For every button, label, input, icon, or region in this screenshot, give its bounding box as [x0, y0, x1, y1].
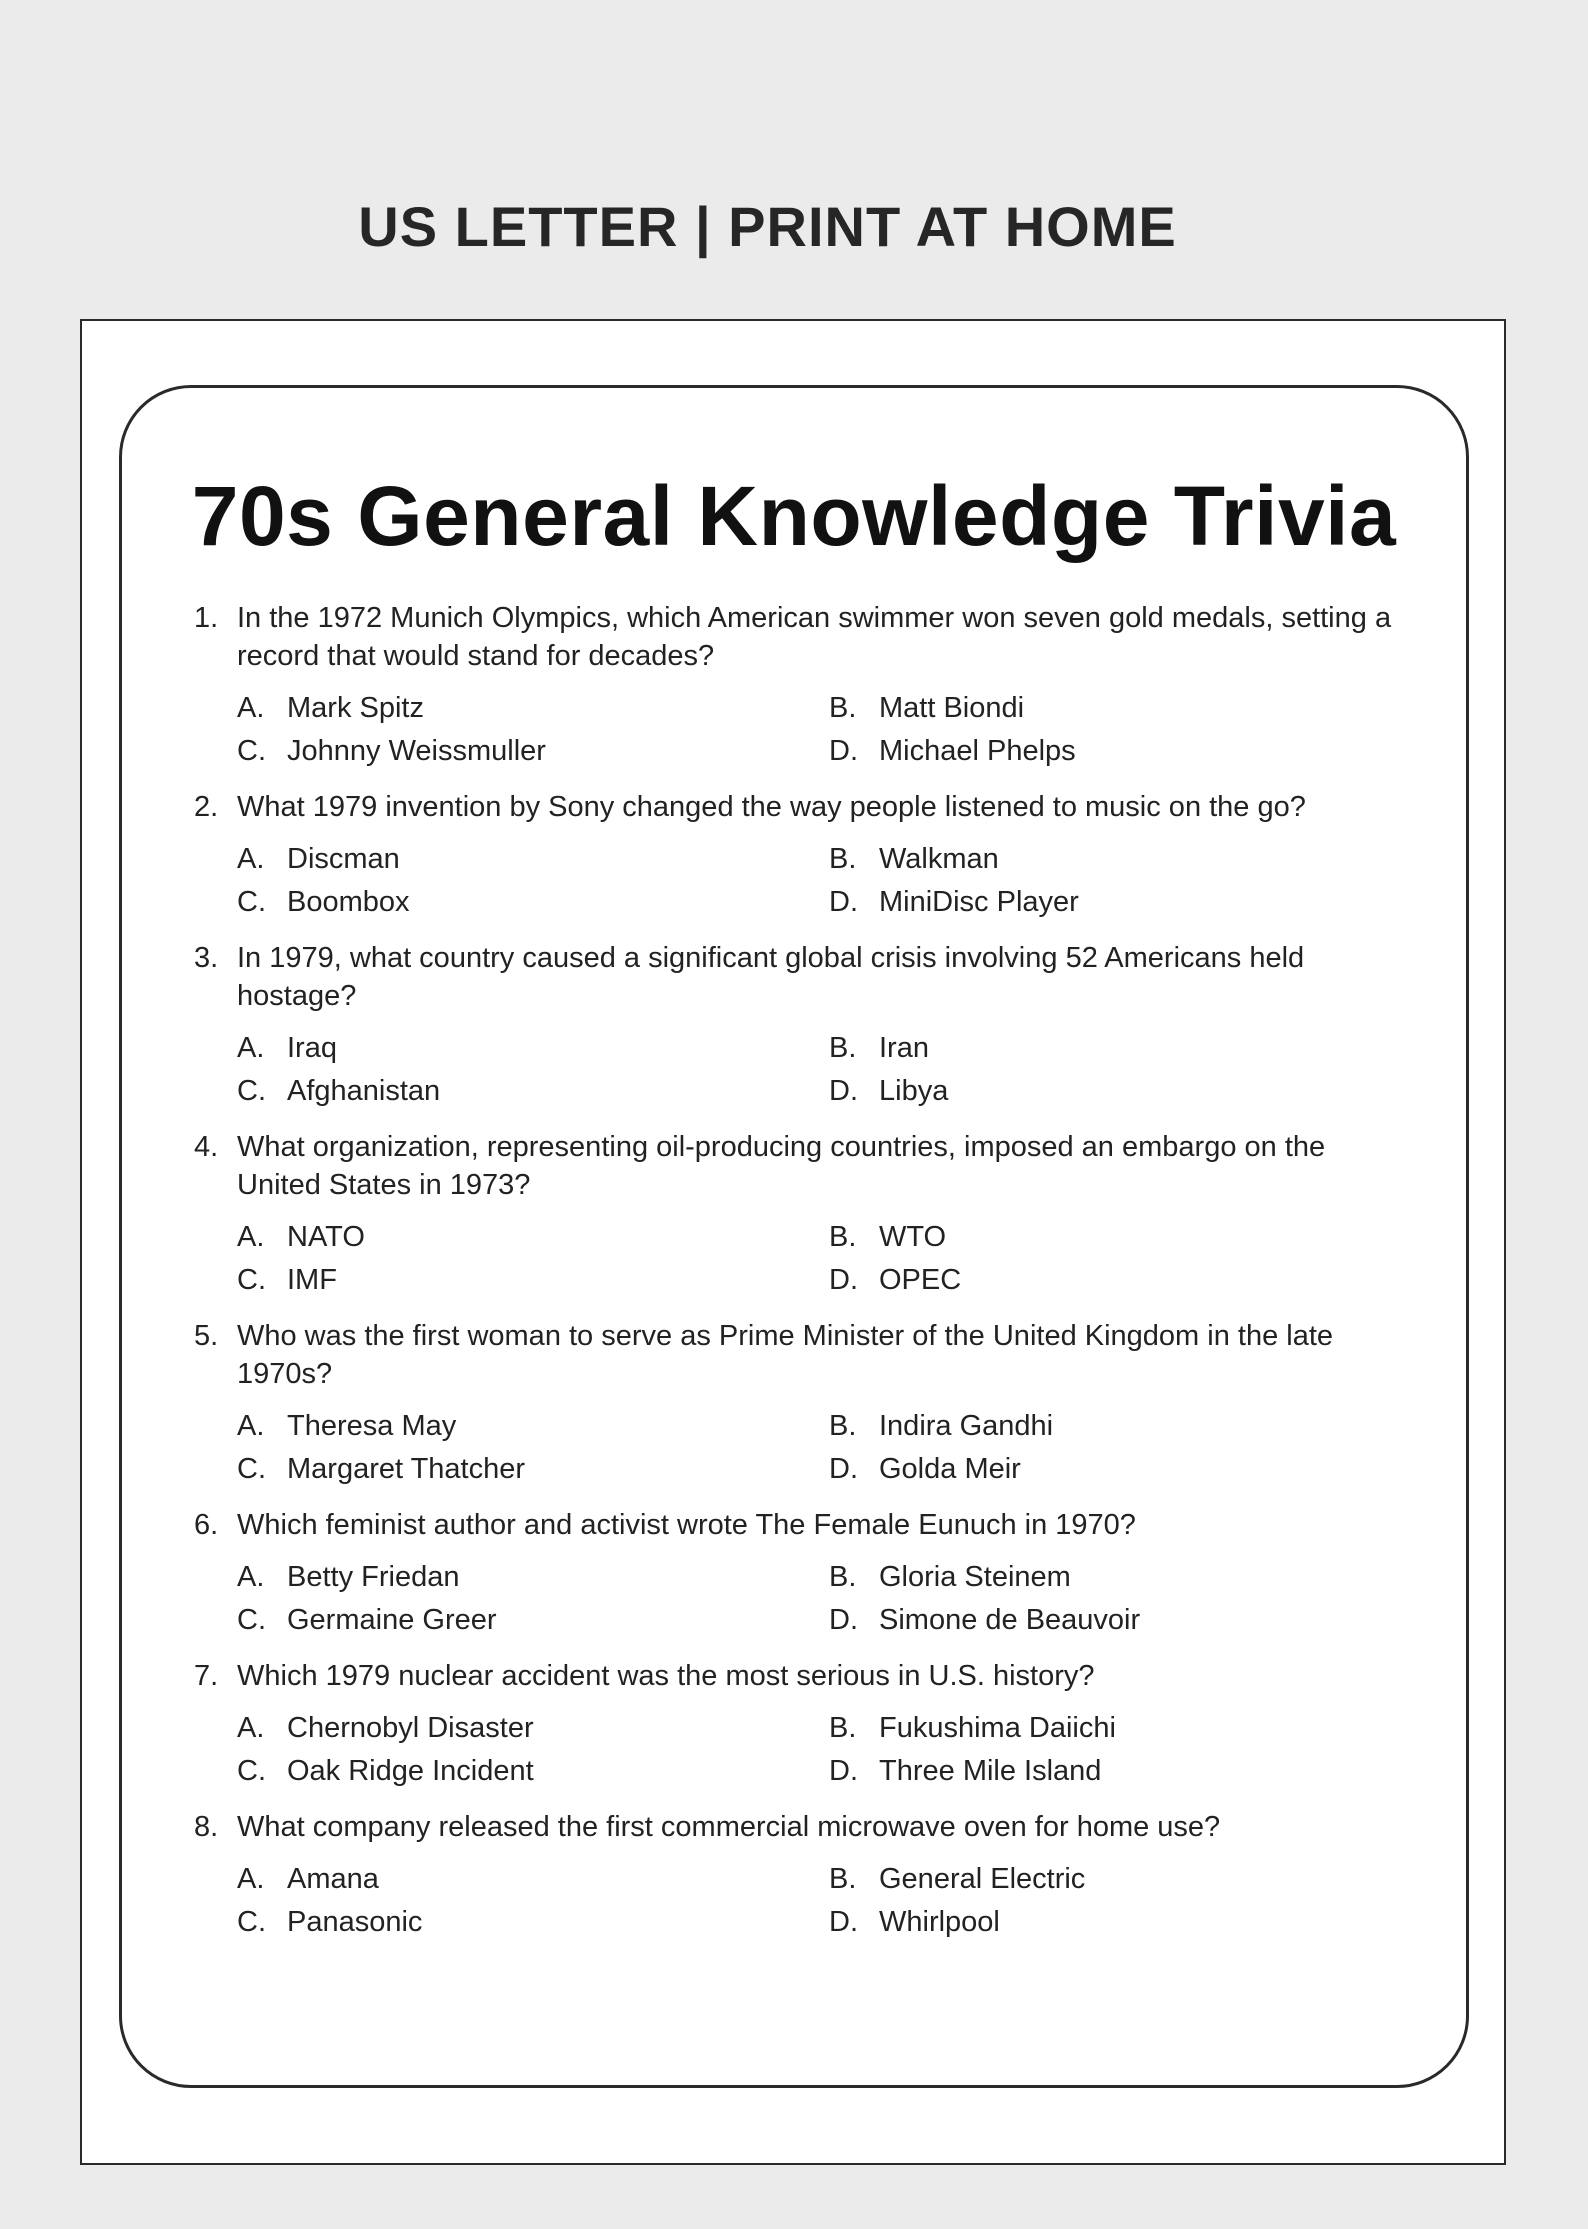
option-text: Golda Meir [879, 1453, 1021, 1485]
option-letter: A. [237, 843, 265, 875]
answer-option [829, 1029, 1329, 1068]
question-item [194, 788, 1424, 922]
question-header [194, 939, 1424, 1015]
option-text: General Electric [879, 1863, 1086, 1895]
option-letter: A. [237, 1863, 265, 1895]
option-letter: B. [829, 843, 857, 875]
rounded-content-frame [119, 385, 1469, 2088]
question-text: Which 1979 nuclear accident was the most serious in U.S. history? [237, 1660, 1095, 1692]
answer-option [829, 689, 1329, 728]
option-text: Michael Phelps [879, 735, 1076, 767]
option-text: Iran [879, 1032, 929, 1064]
question-item [194, 599, 1424, 771]
answer-option [237, 1601, 829, 1640]
option-letter: D. [829, 886, 858, 918]
option-letter: D. [829, 1604, 858, 1636]
page-title: 70s General Knowledge Trivia [191, 469, 1397, 563]
option-text: Iraq [287, 1032, 337, 1064]
option-letter: A. [237, 1410, 265, 1442]
answer-option [237, 1752, 829, 1791]
option-text: Three Mile Island [879, 1755, 1102, 1787]
option-text: Discman [287, 843, 400, 875]
answer-option [829, 1072, 1329, 1111]
question-text: What company released the first commercial microwave oven for home use? [237, 1811, 1221, 1843]
question-number: 5. [194, 1320, 219, 1352]
question-header [194, 1506, 1424, 1544]
option-letter: D. [829, 1264, 858, 1296]
option-letter: D. [829, 1906, 858, 1938]
answer-option [237, 1261, 829, 1300]
option-text: Margaret Thatcher [287, 1453, 526, 1485]
answer-option [829, 1903, 1329, 1942]
question-number: 6. [194, 1509, 219, 1541]
answer-option [237, 1450, 829, 1489]
option-text: Whirlpool [879, 1906, 1000, 1938]
question-item [194, 1657, 1424, 1791]
question-number: 7. [194, 1660, 219, 1692]
question-number: 4. [194, 1131, 219, 1163]
question-header [194, 1808, 1424, 1846]
answer-option [829, 1261, 1329, 1300]
question-item [194, 1808, 1424, 1942]
answer-option [237, 1558, 829, 1597]
option-letter: C. [237, 1453, 266, 1485]
answer-options [237, 1218, 1424, 1300]
option-text: IMF [287, 1264, 337, 1296]
question-number: 8. [194, 1811, 219, 1843]
answer-option [237, 1072, 829, 1111]
question-item [194, 1317, 1424, 1489]
option-text: Oak Ridge Incident [287, 1755, 534, 1787]
answer-options [237, 1558, 1424, 1640]
question-text: In the 1972 Munich Olympics, which American swimmer won seven gold medals, setting a record that would stand for decades? [237, 602, 1392, 672]
answer-option [829, 1558, 1329, 1597]
option-letter: D. [829, 735, 858, 767]
question-number: 1. [194, 602, 219, 634]
answer-option [237, 1029, 829, 1068]
option-text: Panasonic [287, 1906, 423, 1938]
question-list [194, 599, 1424, 1959]
option-text: Betty Friedan [287, 1561, 460, 1593]
option-text: Mark Spitz [287, 692, 424, 724]
option-letter: B. [829, 1712, 857, 1744]
answer-option [829, 1601, 1329, 1640]
question-text: Who was the first woman to serve as Prime Minister of the United Kingdom in the late 1970s? [237, 1320, 1334, 1390]
question-text: Which feminist author and activist wrote The Female Eunuch in 1970? [237, 1509, 1136, 1541]
question-text: What organization, representing oil-producing countries, imposed an embargo on the United States in 1973? [237, 1131, 1326, 1201]
answer-options [237, 1860, 1424, 1942]
option-letter: A. [237, 1221, 265, 1253]
answer-option [829, 1450, 1329, 1489]
option-text: OPEC [879, 1264, 962, 1296]
answer-option [237, 1218, 829, 1257]
option-text: Germaine Greer [287, 1604, 497, 1636]
option-letter: D. [829, 1755, 858, 1787]
answer-options [237, 1407, 1424, 1489]
option-letter: B. [829, 1863, 857, 1895]
option-letter: D. [829, 1453, 858, 1485]
option-letter: B. [829, 1561, 857, 1593]
option-letter: C. [237, 1906, 266, 1938]
option-letter: C. [237, 886, 266, 918]
answer-options [237, 1709, 1424, 1791]
question-number: 3. [194, 942, 219, 974]
option-text: MiniDisc Player [879, 886, 1079, 918]
answer-option [237, 883, 829, 922]
option-letter: A. [237, 1561, 265, 1593]
answer-option [237, 840, 829, 879]
answer-option [237, 689, 829, 728]
option-letter: B. [829, 1032, 857, 1064]
option-text: WTO [879, 1221, 947, 1253]
answer-option [237, 732, 829, 771]
option-letter: C. [237, 1075, 266, 1107]
option-text: Gloria Steinem [879, 1561, 1071, 1593]
option-text: NATO [287, 1221, 365, 1253]
option-letter: D. [829, 1075, 858, 1107]
option-text: Johnny Weissmuller [287, 735, 546, 767]
question-item [194, 1128, 1424, 1300]
option-letter: A. [237, 1712, 265, 1744]
answer-options [237, 689, 1424, 771]
question-header [194, 788, 1424, 826]
question-header [194, 599, 1424, 675]
answer-option [829, 1709, 1329, 1748]
answer-option [237, 1903, 829, 1942]
answer-option [829, 1218, 1329, 1257]
question-header [194, 1317, 1424, 1393]
answer-option [237, 1407, 829, 1446]
option-letter: C. [237, 1264, 266, 1296]
option-letter: B. [829, 1410, 857, 1442]
printable-sheet [80, 319, 1506, 2165]
answer-option [829, 840, 1329, 879]
answer-option [829, 1860, 1329, 1899]
answer-option [237, 1860, 829, 1899]
question-text: In 1979, what country caused a significant global crisis involving 52 Americans held hostage? [237, 942, 1305, 1012]
option-text: Walkman [879, 843, 999, 875]
option-text: Indira Gandhi [879, 1410, 1054, 1442]
question-header [194, 1128, 1424, 1204]
option-text: Theresa May [287, 1410, 457, 1442]
option-text: Boombox [287, 886, 410, 918]
option-letter: A. [237, 1032, 265, 1064]
answer-options [237, 840, 1424, 922]
option-letter: C. [237, 735, 266, 767]
option-text: Afghanistan [287, 1075, 441, 1107]
answer-option [237, 1709, 829, 1748]
banner-heading: US LETTER | PRINT AT HOME [358, 195, 1177, 258]
option-letter: C. [237, 1604, 266, 1636]
option-text: Matt Biondi [879, 692, 1025, 724]
question-header [194, 1657, 1424, 1695]
option-text: Simone de Beauvoir [879, 1604, 1141, 1636]
answer-options [237, 1029, 1424, 1111]
answer-option [829, 1752, 1329, 1791]
option-letter: B. [829, 692, 857, 724]
option-text: Fukushima Daiichi [879, 1712, 1116, 1744]
option-letter: B. [829, 1221, 857, 1253]
answer-option [829, 883, 1329, 922]
option-text: Libya [879, 1075, 949, 1107]
option-text: Amana [287, 1863, 379, 1895]
answer-option [829, 1407, 1329, 1446]
answer-option [829, 732, 1329, 771]
question-number: 2. [194, 791, 219, 823]
question-text: What 1979 invention by Sony changed the way people listened to music on the go? [237, 791, 1306, 823]
question-item [194, 939, 1424, 1111]
option-text: Chernobyl Disaster [287, 1712, 534, 1744]
option-letter: C. [237, 1755, 266, 1787]
option-letter: A. [237, 692, 265, 724]
question-item [194, 1506, 1424, 1640]
